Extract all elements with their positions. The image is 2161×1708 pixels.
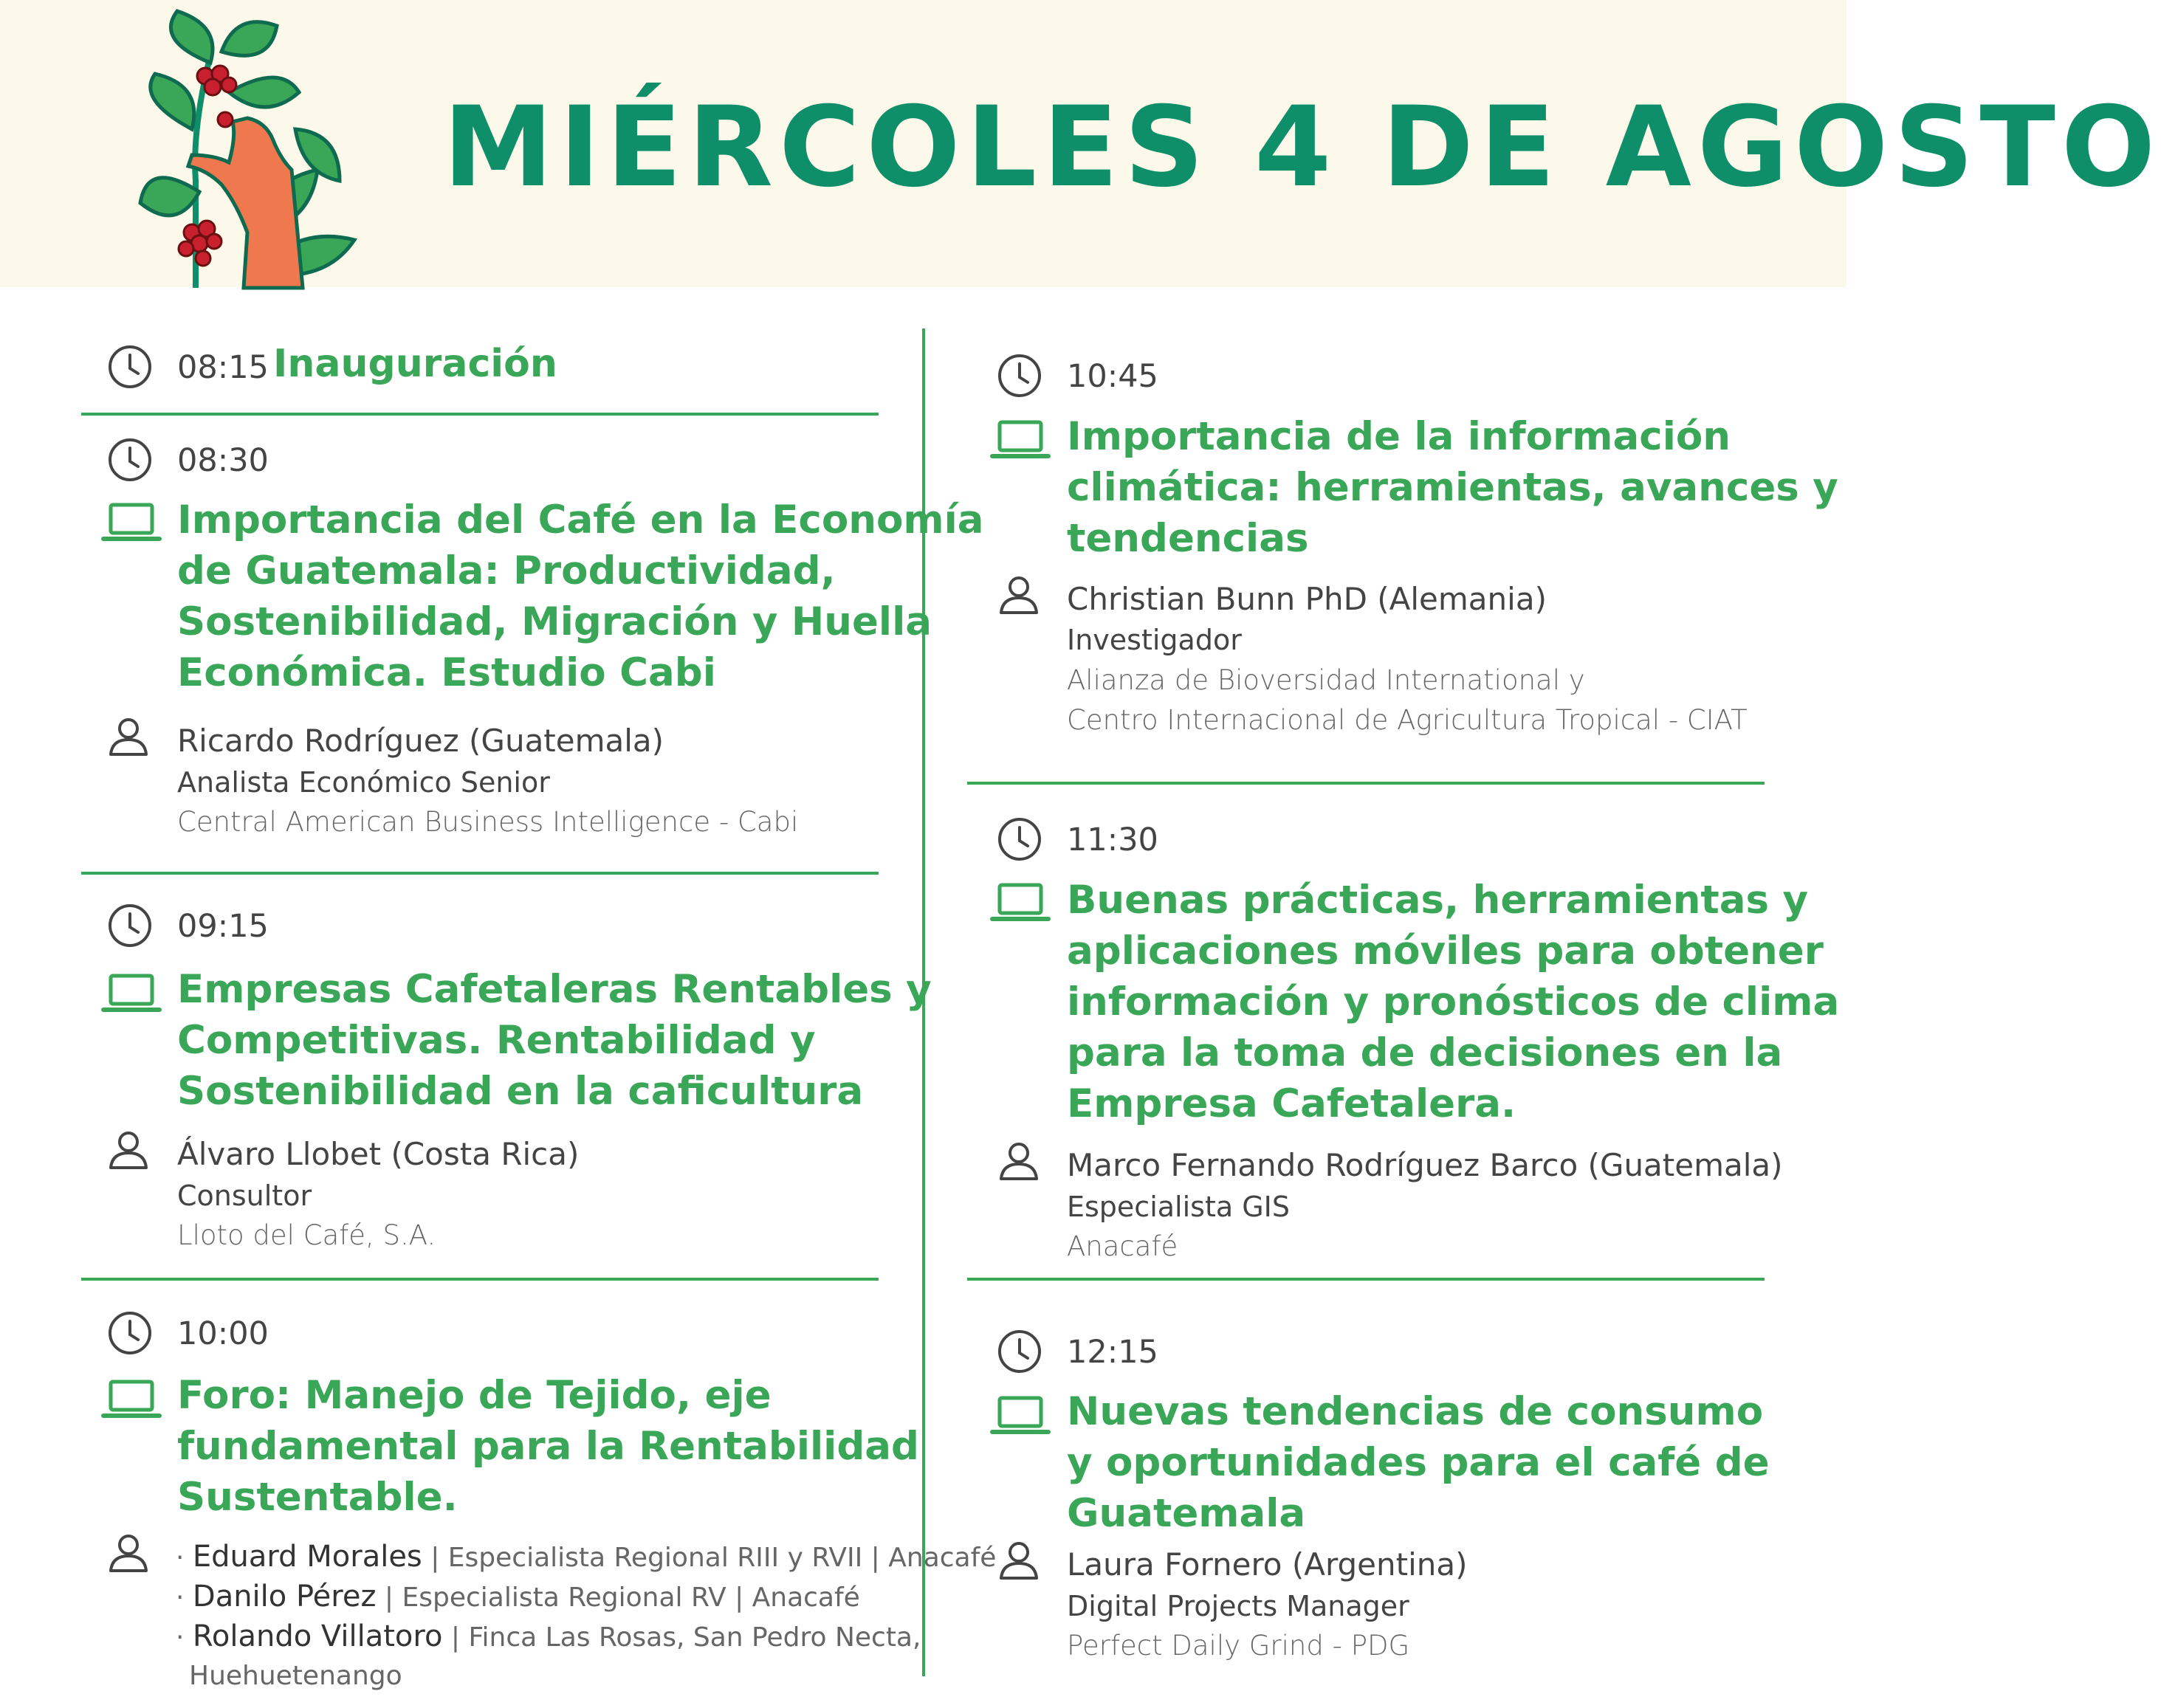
speaker-org: Perfect Daily Grind - PDG	[1067, 1630, 1410, 1661]
speaker-role: Consultor	[177, 1180, 312, 1212]
header-banner	[0, 0, 2161, 287]
session-time: 10:45	[1067, 358, 1158, 395]
coffee-plant-hand-illustration	[126, 11, 369, 288]
session-time: 10:00	[177, 1315, 269, 1352]
panelist-detail: | Especialista Regional RIII y RVII | Anacafé	[422, 1543, 997, 1573]
speaker-org: Lloto del Café, S.A.	[177, 1219, 436, 1251]
section-divider	[967, 1278, 1765, 1281]
clock-icon	[997, 816, 1042, 862]
session-time: 08:30	[177, 442, 269, 479]
session-title: Buenas prácticas, herramientas y aplicaciones móviles para obtener información y pronósticos de clima para la toma de decisiones en la Empresa Cafetalera.	[1067, 878, 1840, 1126]
speaker-name: Ricardo Rodríguez (Guatemala)	[177, 723, 664, 759]
session-title: Foro: Manejo de Tejido, eje fundamental para la Rentabilidad Sustentable.	[177, 1373, 919, 1520]
speaker-role: Digital Projects Manager	[1067, 1590, 1409, 1622]
panelist-detail: | Especialista Regional RV | Anacafé	[376, 1583, 860, 1613]
clock-icon	[997, 353, 1042, 399]
person-icon	[108, 716, 149, 757]
speaker-org: Alianza de Bioversidad International y	[1067, 664, 1585, 696]
speaker-role: Analista Económico Senior	[177, 766, 550, 799]
session-title: Empresas Cafetaleras Rentables y Competitivas. Rentabilidad y Sostenibilidad en la caficultura	[177, 967, 932, 1114]
session-title: Nuevas tendencias de consumo y oportunidades para el café de Guatemala	[1067, 1389, 1770, 1536]
laptop-icon	[102, 973, 161, 1016]
speaker-name: Álvaro Llobet (Costa Rica)	[177, 1136, 580, 1172]
person-icon	[108, 1129, 149, 1171]
session-title: Importancia del Café en la Economía de Guatemala: Productividad, Sostenibilidad, Migración y Huella Económica. Estudio Cabi	[177, 497, 984, 695]
speaker-name: Laura Fornero (Argentina)	[1067, 1546, 1468, 1583]
section-divider	[81, 413, 879, 416]
clock-icon	[997, 1329, 1042, 1374]
session-title: Inauguración	[273, 342, 557, 386]
section-divider	[81, 872, 879, 875]
section-divider	[967, 782, 1765, 785]
speaker-org: Centro Internacional de Agricultura Tropical - CIAT	[1067, 704, 1748, 736]
session-time: 11:30	[1067, 822, 1158, 858]
speaker-role: Investigador	[1067, 624, 1242, 656]
clock-icon	[107, 344, 153, 390]
panelist-name: Eduard Morales	[192, 1540, 422, 1574]
speaker-role: Especialista GIS	[1067, 1191, 1290, 1223]
person-icon	[998, 1140, 1040, 1182]
panelist-name: Rolando Villatoro	[192, 1619, 443, 1653]
panelist: · Danilo Pérez | Especialista Regional RV | Anacafé	[176, 1580, 860, 1614]
speaker-org: Anacafé	[1067, 1230, 1178, 1262]
laptop-icon	[102, 1379, 161, 1422]
person-icon	[108, 1532, 149, 1574]
session-title: Importancia de la información climática: herramientas, avances y tendencias	[1067, 414, 1838, 561]
person-icon	[998, 1540, 1040, 1581]
laptop-icon	[102, 502, 161, 545]
laptop-icon	[991, 419, 1050, 462]
section-divider	[81, 1278, 879, 1281]
session-time: 12:15	[1067, 1334, 1158, 1371]
panelist-detail-cont: Huehuetenango	[189, 1661, 402, 1691]
session-time: 08:15	[177, 349, 269, 386]
laptop-icon	[991, 1395, 1050, 1438]
session-time: 09:15	[177, 908, 269, 945]
clock-icon	[107, 1310, 153, 1356]
person-icon	[998, 574, 1040, 616]
speaker-name: Marco Fernando Rodríguez Barco (Guatemala)	[1067, 1147, 1783, 1183]
clock-icon	[107, 903, 153, 948]
speaker-org: Central American Business Intelligence - Cabi	[177, 806, 799, 838]
panelist: · Eduard Morales | Especialista Regional RIII y RVII | Anacafé	[176, 1540, 997, 1574]
panelist: · Rolando Villatoro | Finca Las Rosas, San Pedro Necta,	[176, 1619, 921, 1653]
laptop-icon	[991, 882, 1050, 925]
panelist-detail: | Finca Las Rosas, San Pedro Necta,	[442, 1622, 921, 1653]
page-title: MIÉRCOLES 4 DE AGOSTO	[443, 83, 2161, 212]
clock-icon	[107, 437, 153, 483]
panelist-name: Danilo Pérez	[192, 1580, 377, 1614]
speaker-name: Christian Bunn PhD (Alemania)	[1067, 581, 1547, 617]
